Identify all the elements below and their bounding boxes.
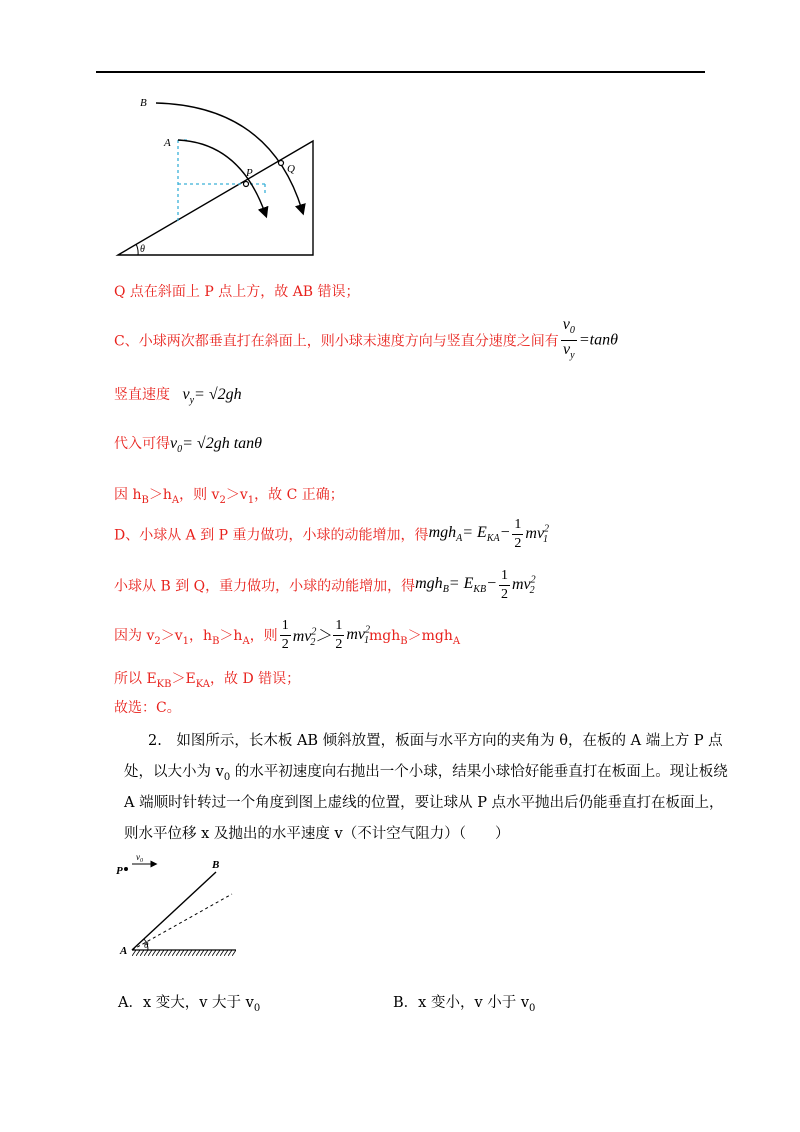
label-b: B (140, 97, 147, 109)
label-theta: θ (140, 244, 145, 255)
ratio-fraction: $\frac{v_0}{v_y}$ (562, 316, 575, 362)
solution-line-9: 所以 $E_{KB}>E_{KA}$，故 D 错误； (114, 671, 301, 690)
point-p (244, 182, 249, 187)
point-q (279, 161, 284, 166)
solution-line-2: C、小球两次都垂直打在斜面上，则小球末速度方向与竖直分速度之间有 $\frac{v_0}{v_y}$ =tanθ (114, 316, 618, 365)
label-q: Q (287, 163, 295, 175)
solution-line-4: 代入可得$v_0= √2gh$ tanθ (114, 435, 262, 456)
question2-line-2: 处，以大小为 $v_0$ 的水平初速度向右抛出一个小球，结果小球恰好能垂直打在板面上。现让板绕 (124, 764, 728, 783)
label-theta-2: θ (144, 940, 149, 950)
option-b[interactable]: B．x 变小，v 小于 $v_0$ (393, 995, 536, 1014)
label-a-2: A (120, 945, 128, 957)
label-p: P (246, 167, 253, 179)
solution-line-7: 小球从 B 到 Q，重力做功，小球的动能增加，得$mgh_B= E_{KB}-$ $\frac{1}{2}$ $mv^2_2$ (114, 568, 536, 602)
rotating-board-figure (112, 848, 242, 966)
solution-line-5: 因 $h_B>h_A$，则 $v_2>v_1$，故 C 正确； (114, 487, 344, 506)
incline-trajectory-figure (110, 88, 340, 260)
solution-line-3: 竖直速度 $v_y= √2gh$ (114, 386, 242, 407)
ground-hatching (132, 950, 236, 956)
solution-line-6: D、小球从 A 到 P 重力做功，小球的动能增加，得$mgh_A= E_{KA}-$ $\frac{1}{2}$ $mv^2_1$ (114, 517, 550, 551)
label-p-2: P (116, 865, 123, 877)
point-p-2 (124, 867, 128, 871)
question2-line-1: 2. 如图所示，长木板 AB 倾斜放置，板面与水平方向的夹角为 θ，在板的 A 端上方 P 点 (148, 733, 723, 749)
solution-line-1: Q 点在斜面上 P 点上方，故 AB 错误； (114, 284, 360, 300)
label-b-2: B (212, 859, 220, 871)
solution-line-10: 故选：C。 (114, 700, 181, 716)
board-ab (132, 872, 216, 950)
incline-triangle (118, 141, 313, 255)
label-v0: $v_0$ (136, 852, 143, 864)
trajectory-b (156, 103, 302, 210)
header-rule (96, 71, 705, 73)
question2-line-3: A 端顺时针转过一个角度到图上虚线的位置，要让球从 P 点水平抛出后仍能垂直打在板面上， (124, 795, 724, 811)
label-a: A (164, 137, 171, 149)
theta-arc (136, 244, 138, 255)
question2-line-4: 则水平位移 x 及抛出的水平速度 v（不计空气阻力）（ ） (124, 826, 510, 842)
option-a[interactable]: A．x 变大，v 大于 $v_0$ (118, 995, 261, 1014)
solution-line-8: 因为 $v_2>v_1$，$h_B>h_A$，则 $\frac{1}{2}$ $mv^2_2>$ $\frac{1}{2}$ $mv^2_1mgh_B>mgh_A$ (114, 618, 461, 652)
